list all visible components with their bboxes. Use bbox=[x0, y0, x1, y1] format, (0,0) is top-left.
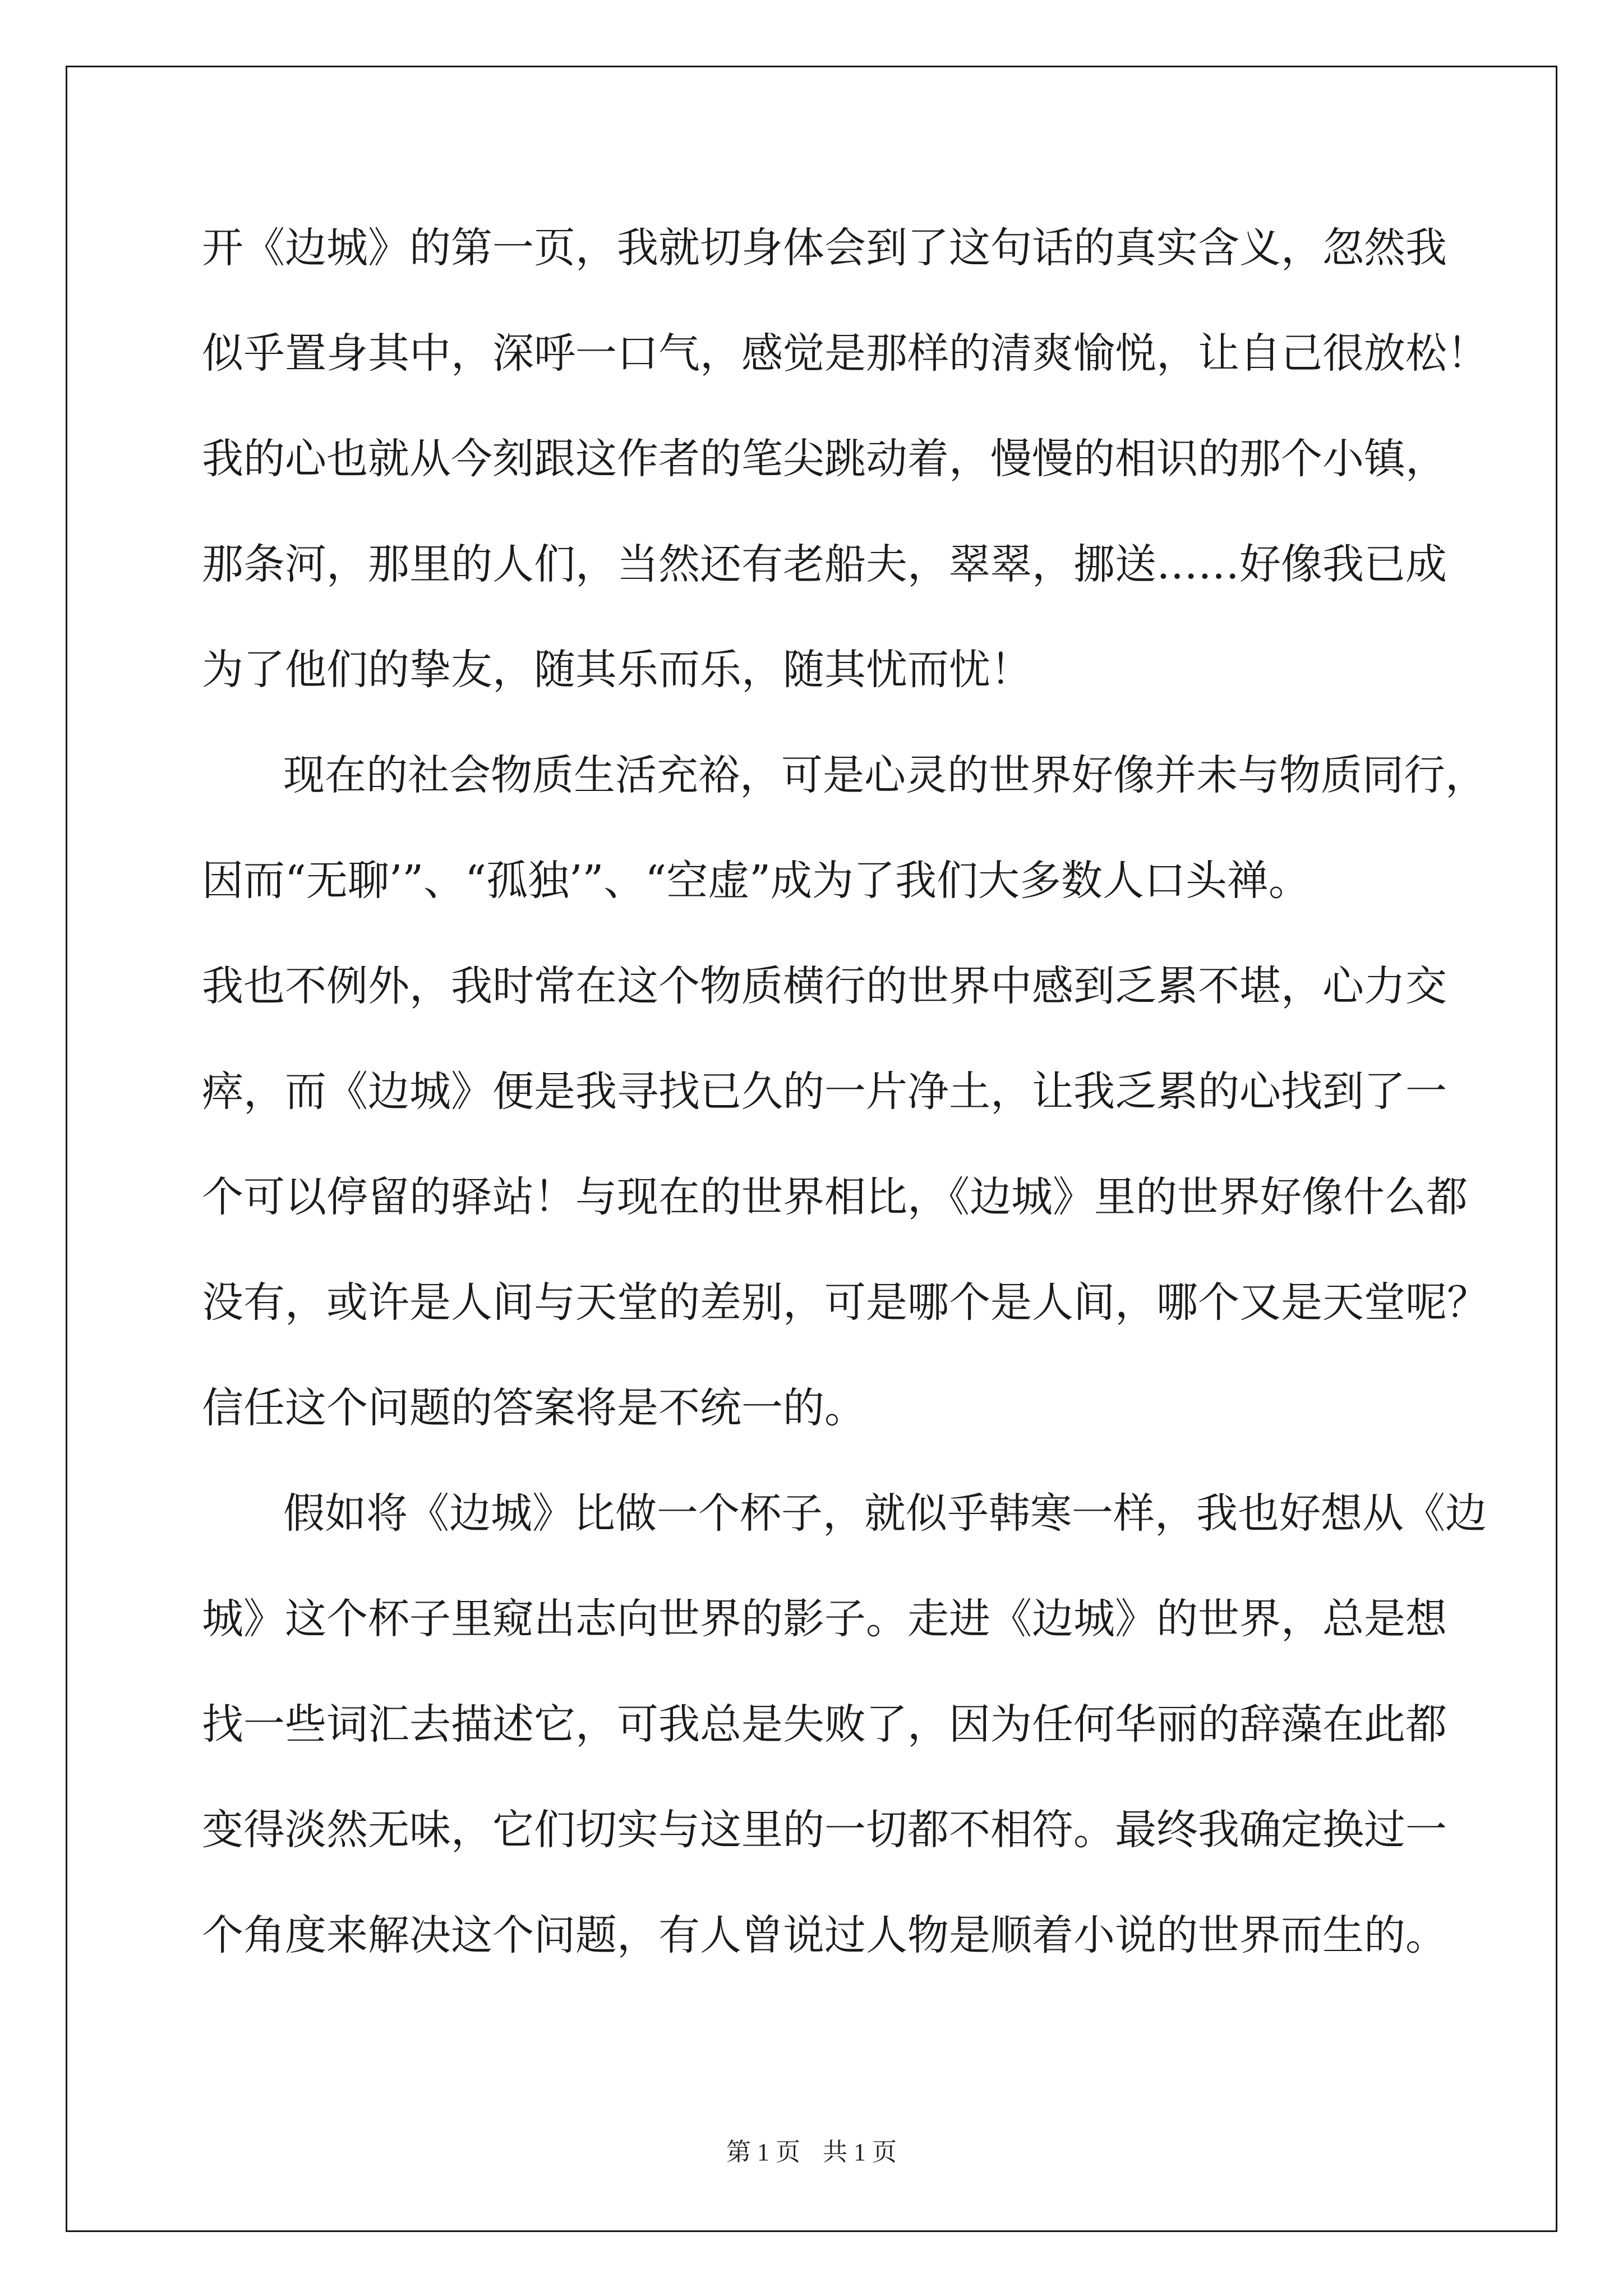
text-line: 开《边城》的第一页，我就切身体会到了这句话的真实含义，忽然我 bbox=[202, 224, 1447, 272]
text-line: 为了他们的挚友，随其乐而乐，随其忧而忧！ bbox=[202, 646, 1032, 694]
text-line: 找一些词汇去描述它，可我总是失败了，因为任何华丽的辞藻在此都 bbox=[202, 1700, 1447, 1749]
text-line: 那条河，那里的人们，当然还有老船夫，翠翠，挪送……好像我已成 bbox=[202, 540, 1447, 588]
text-line: 似乎置身其中，深呼一口气，感觉是那样的清爽愉悦，让自己很放松！ bbox=[202, 329, 1488, 378]
page-number: 第 1 页 bbox=[726, 2138, 800, 2166]
page-total: 共 1 页 bbox=[823, 2138, 897, 2166]
text-line: 城》这个杯子里窥出志向世界的影子。走进《边城》的世界，总是想 bbox=[202, 1595, 1447, 1643]
text-line: 我的心也就从今刻跟这作者的笔尖跳动着，慢慢的相识的那个小镇， bbox=[202, 435, 1447, 483]
paragraph-first-line: 现在的社会物质生活充裕，可是心灵的世界好像并未与物质同行， bbox=[283, 751, 1487, 799]
page-footer bbox=[0, 2132, 1623, 2168]
text-line: 变得淡然无味，它们切实与这里的一切都不相符。最终我确定换过一 bbox=[202, 1806, 1447, 1854]
text-line: 个角度来解决这个问题，有人曾说过人物是顺着小说的世界而生的。 bbox=[202, 1911, 1447, 1959]
paragraph-first-line: 假如将《边城》比做一个杯子，就似乎韩寒一样，我也好想从《边 bbox=[283, 1489, 1487, 1538]
text-line: 因而“无聊’”、“孤独’”、“空虚”成为了我们大多数人口头禅。 bbox=[202, 857, 1311, 905]
text-line: 瘁，而《边城》便是我寻找已久的一片净土，让我乏累的心找到了一 bbox=[202, 1068, 1447, 1116]
text-line: 我也不例外，我时常在这个物质横行的世界中感到乏累不堪，心力交 bbox=[202, 962, 1447, 1010]
text-line: 信任这个问题的答案将是不统一的。 bbox=[202, 1384, 866, 1432]
text-line: 没有，或许是人间与天堂的差别，可是哪个是人间，哪个又是天堂呢？ bbox=[202, 1278, 1488, 1327]
text-line: 个可以停留的驿站！与现在的世界相比，《边城》里的世界好像什么都 bbox=[202, 1173, 1468, 1221]
